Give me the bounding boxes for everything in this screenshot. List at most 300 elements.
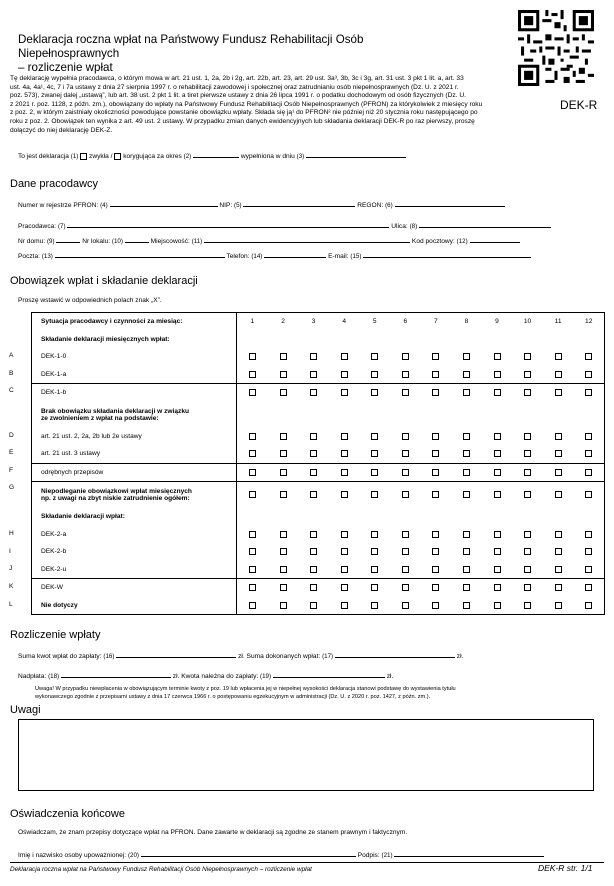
month-checkbox[interactable]	[280, 353, 287, 360]
month-cell	[329, 384, 360, 402]
month-checkbox[interactable]	[371, 353, 378, 360]
month-checkbox[interactable]	[555, 566, 562, 573]
month-checkbox[interactable]	[249, 602, 256, 609]
month-cell	[482, 428, 513, 446]
month-checkbox[interactable]	[463, 602, 470, 609]
row-label-text: art. 21 ust. 2, 2a, 2b lub 2e ustawy	[41, 432, 142, 440]
row-label-text: DEK-2-a	[41, 530, 67, 538]
month-checkbox[interactable]	[310, 548, 317, 555]
month-checkbox[interactable]	[555, 491, 562, 498]
month-checkbox[interactable]	[555, 450, 562, 457]
month-cell	[329, 561, 360, 579]
month-checkbox[interactable]	[524, 602, 531, 609]
month-checkbox[interactable]	[249, 450, 256, 457]
month-checkbox[interactable]	[432, 469, 439, 476]
month-checkbox[interactable]	[371, 491, 378, 498]
month-checkbox[interactable]	[341, 602, 348, 609]
month-checkbox[interactable]	[280, 548, 287, 555]
month-checkbox[interactable]	[371, 531, 378, 538]
row-label	[32, 463, 237, 482]
month-checkbox[interactable]	[463, 353, 470, 360]
month-checkbox[interactable]	[280, 389, 287, 396]
month-cell	[543, 384, 574, 402]
month-checkbox[interactable]	[524, 548, 531, 555]
month-cell	[268, 579, 299, 597]
row-letter: C	[9, 387, 14, 394]
month-cell	[237, 445, 268, 463]
month-checkbox[interactable]	[341, 566, 348, 573]
regon-field[interactable]	[395, 199, 505, 207]
month-checkbox[interactable]	[432, 566, 439, 573]
month-checkbox[interactable]	[555, 353, 562, 360]
month-checkbox[interactable]	[341, 433, 348, 440]
month-cell	[451, 348, 482, 366]
month-checkbox[interactable]	[310, 531, 317, 538]
month-checkbox[interactable]	[310, 389, 317, 396]
month-cell	[390, 482, 421, 509]
month-checkbox[interactable]	[494, 491, 501, 498]
period-field[interactable]	[193, 150, 239, 158]
month-cell	[359, 526, 390, 544]
month-cell	[451, 543, 482, 561]
month-cell	[390, 445, 421, 463]
month-cell	[237, 482, 268, 509]
row-label	[32, 543, 237, 561]
month-checkbox[interactable]	[494, 353, 501, 360]
row-label-text: DEK-1-0	[41, 353, 67, 361]
month-checkbox[interactable]	[463, 371, 470, 378]
month-checkbox[interactable]	[524, 469, 531, 476]
month-checkbox[interactable]	[463, 433, 470, 440]
phone-field[interactable]	[264, 250, 326, 258]
month-checkbox[interactable]	[402, 491, 409, 498]
month-checkbox[interactable]	[585, 353, 592, 360]
employer-name-row: Pracodawca: (7) Ulica: (8)	[18, 220, 551, 230]
month-cell	[543, 445, 574, 463]
month-header: 12	[585, 318, 593, 326]
month-checkbox[interactable]	[585, 602, 592, 609]
month-cell	[573, 482, 604, 509]
row-label-text: Nie dotyczy	[41, 601, 78, 609]
month-checkbox[interactable]	[432, 602, 439, 609]
month-checkbox[interactable]	[280, 450, 287, 457]
month-cell	[298, 445, 329, 463]
month-checkbox[interactable]	[341, 548, 348, 555]
month-cell	[237, 428, 268, 446]
row-label	[32, 348, 237, 366]
group-header-row	[32, 402, 605, 428]
month-checkbox[interactable]	[494, 450, 501, 457]
month-checkbox[interactable]	[432, 353, 439, 360]
remarks-heading: Uwagi	[10, 704, 41, 716]
regular-checkbox[interactable]	[80, 153, 87, 160]
month-checkbox[interactable]	[524, 531, 531, 538]
month-cell	[512, 348, 543, 366]
month-cell	[390, 597, 421, 615]
city-field[interactable]	[204, 235, 410, 243]
email-field[interactable]	[363, 250, 531, 258]
postal-code-field[interactable]	[470, 235, 520, 243]
month-checkbox[interactable]	[585, 531, 592, 538]
month-cell	[482, 348, 513, 366]
month-cell	[451, 445, 482, 463]
group-header-text: ze zwolnieniem z wpłat na podstawie:	[41, 414, 159, 422]
month-checkbox[interactable]	[402, 602, 409, 609]
month-cell	[512, 384, 543, 402]
month-checkbox[interactable]	[494, 371, 501, 378]
month-cell	[329, 482, 360, 509]
month-cell	[390, 348, 421, 366]
month-checkbox[interactable]	[494, 566, 501, 573]
month-checkbox[interactable]	[310, 602, 317, 609]
month-cell	[512, 366, 543, 384]
employer-ids-row: Numer w rejestrze PFRON: (4) NIP: (5) REGON: (6)	[18, 199, 505, 209]
month-cell	[421, 482, 452, 509]
employer-name-field[interactable]	[67, 220, 389, 228]
footer-divider	[10, 862, 604, 863]
month-checkbox[interactable]	[585, 469, 592, 476]
month-cell	[451, 366, 482, 384]
obligation-instruction: Proszę wstawić w odpowiednich polach znak „X”.	[18, 297, 162, 304]
month-cell	[237, 463, 268, 482]
month-checkbox[interactable]	[585, 389, 592, 396]
declaration-type-line: To jest deklaracja (1) zwykła / korygująca za okres (2) wypełniona w dniu (3)	[18, 150, 406, 160]
row-label	[32, 366, 237, 384]
month-checkbox[interactable]	[524, 584, 531, 591]
month-checkbox[interactable]	[249, 548, 256, 555]
month-cell	[329, 597, 360, 615]
row-letter: I	[9, 548, 11, 555]
month-checkbox[interactable]	[463, 584, 470, 591]
month-checkbox[interactable]	[402, 548, 409, 555]
month-checkbox[interactable]	[249, 371, 256, 378]
month-checkbox[interactable]	[249, 353, 256, 360]
house-number-field[interactable]	[56, 235, 80, 243]
month-cell	[482, 526, 513, 544]
total-due-field[interactable]	[116, 650, 236, 658]
month-checkbox[interactable]	[463, 548, 470, 555]
month-checkbox[interactable]	[555, 548, 562, 555]
row-label-text: art. 21 ust. 3 ustawy	[41, 450, 101, 458]
month-cell	[237, 597, 268, 615]
month-cell	[237, 579, 268, 597]
month-checkbox[interactable]	[555, 531, 562, 538]
month-checkbox[interactable]	[402, 389, 409, 396]
month-checkbox[interactable]	[432, 371, 439, 378]
table-row	[32, 348, 605, 366]
month-checkbox[interactable]	[494, 389, 501, 396]
month-cell	[298, 366, 329, 384]
month-checkbox[interactable]	[341, 371, 348, 378]
month-checkbox[interactable]	[249, 433, 256, 440]
flat-number-field[interactable]	[125, 235, 149, 243]
month-cell	[237, 366, 268, 384]
month-checkbox[interactable]	[432, 548, 439, 555]
group-header-row	[32, 508, 605, 526]
month-checkbox[interactable]	[402, 566, 409, 573]
month-checkbox[interactable]	[402, 469, 409, 476]
month-checkbox[interactable]	[555, 469, 562, 476]
month-cell	[268, 445, 299, 463]
month-checkbox[interactable]	[280, 531, 287, 538]
row-label	[32, 384, 237, 402]
pfron-number-field[interactable]	[110, 199, 218, 207]
street-field[interactable]	[419, 220, 551, 228]
month-checkbox[interactable]	[524, 491, 531, 498]
month-cell	[512, 445, 543, 463]
month-cell	[329, 348, 360, 366]
month-checkbox[interactable]	[524, 450, 531, 457]
row-label-text: Niepodleganie obowiązkowi wpłat miesięcznych	[41, 488, 192, 495]
row-label-text: DEK-W	[41, 584, 63, 592]
month-checkbox[interactable]	[371, 433, 378, 440]
amount-owed-field[interactable]	[273, 670, 385, 678]
month-checkbox[interactable]	[524, 371, 531, 378]
month-checkbox[interactable]	[341, 450, 348, 457]
month-cell	[421, 463, 452, 482]
month-cell	[543, 579, 574, 597]
group-header-spacer	[237, 331, 605, 349]
month-checkbox[interactable]	[341, 491, 348, 498]
month-cell	[237, 526, 268, 544]
row-label-text: DEK-2-b	[41, 548, 67, 556]
month-cell	[329, 526, 360, 544]
month-checkbox[interactable]	[371, 450, 378, 457]
month-checkbox[interactable]	[432, 531, 439, 538]
month-checkbox[interactable]	[585, 491, 592, 498]
situation-header: Sytuacja pracodawcy i czynności za miesiąc:	[32, 313, 237, 331]
month-checkbox[interactable]	[341, 469, 348, 476]
month-checkbox[interactable]	[280, 491, 287, 498]
group-header-spacer	[237, 508, 605, 526]
month-cell	[421, 348, 452, 366]
settlement-row-1: Suma kwot wpłat do zapłaty: (16) zł. Suma dokonanych wpłat: (17) zł.	[18, 650, 463, 660]
month-checkbox[interactable]	[402, 450, 409, 457]
month-checkbox[interactable]	[310, 371, 317, 378]
month-cell	[298, 463, 329, 482]
month-checkbox[interactable]	[310, 433, 317, 440]
nip-field[interactable]	[243, 199, 355, 207]
month-checkbox[interactable]	[402, 433, 409, 440]
month-cell	[573, 348, 604, 366]
month-checkbox[interactable]	[555, 389, 562, 396]
month-checkbox[interactable]	[280, 371, 287, 378]
month-cell	[573, 561, 604, 579]
table-row	[32, 526, 605, 544]
month-cell	[573, 428, 604, 446]
month-checkbox[interactable]	[585, 450, 592, 457]
month-cell	[573, 384, 604, 402]
month-cell	[482, 366, 513, 384]
month-checkbox[interactable]	[494, 469, 501, 476]
signature-row: Imię i nazwisko osoby upoważnionej: (20) Podpis: (21)	[18, 849, 544, 859]
row-letter: J	[9, 565, 13, 572]
correction-checkbox[interactable]	[114, 153, 121, 160]
month-cell	[237, 543, 268, 561]
row-label	[32, 526, 237, 544]
month-cell	[421, 384, 452, 402]
month-checkbox[interactable]	[432, 433, 439, 440]
month-checkbox[interactable]	[555, 433, 562, 440]
month-checkbox[interactable]	[249, 566, 256, 573]
month-checkbox[interactable]	[463, 531, 470, 538]
row-letter: F	[9, 467, 14, 474]
month-cell	[482, 543, 513, 561]
month-checkbox[interactable]	[371, 469, 378, 476]
month-checkbox[interactable]	[310, 584, 317, 591]
month-checkbox[interactable]	[494, 602, 501, 609]
month-cell	[268, 543, 299, 561]
authorized-person-field[interactable]	[141, 849, 356, 857]
month-checkbox[interactable]	[249, 531, 256, 538]
month-checkbox[interactable]	[585, 566, 592, 573]
month-cell	[390, 463, 421, 482]
month-checkbox[interactable]	[249, 584, 256, 591]
settlement-row-2: Nadpłata: (18) zł. Kwota należna do zapłaty: (19) zł.	[18, 670, 393, 680]
month-cell	[359, 428, 390, 446]
month-cell	[268, 366, 299, 384]
month-checkbox[interactable]	[310, 450, 317, 457]
month-checkbox[interactable]	[555, 584, 562, 591]
table-row	[32, 561, 605, 579]
month-cell	[482, 482, 513, 509]
month-checkbox[interactable]	[585, 584, 592, 591]
group-header	[32, 402, 237, 428]
table-row	[32, 482, 605, 509]
month-cell	[512, 579, 543, 597]
month-cell	[573, 543, 604, 561]
total-paid-field[interactable]	[335, 650, 455, 658]
month-checkbox[interactable]	[524, 566, 531, 573]
month-cell	[329, 366, 360, 384]
month-checkbox[interactable]	[310, 353, 317, 360]
month-cell	[421, 428, 452, 446]
month-cell	[543, 463, 574, 482]
month-cell	[482, 384, 513, 402]
month-checkbox[interactable]	[524, 389, 531, 396]
month-checkbox[interactable]	[280, 433, 287, 440]
month-checkbox[interactable]	[432, 584, 439, 591]
month-cell	[359, 597, 390, 615]
month-checkbox[interactable]	[463, 469, 470, 476]
obligation-table	[31, 312, 605, 615]
month-cell	[543, 482, 574, 509]
month-checkbox[interactable]	[371, 566, 378, 573]
month-checkbox[interactable]	[341, 584, 348, 591]
signature-field[interactable]	[394, 849, 544, 857]
month-header: 11	[554, 318, 562, 326]
month-cell	[359, 561, 390, 579]
month-header: 2	[281, 318, 285, 326]
month-checkbox[interactable]	[341, 531, 348, 538]
month-checkbox[interactable]	[402, 371, 409, 378]
month-checkbox[interactable]	[432, 450, 439, 457]
month-checkbox[interactable]	[524, 433, 531, 440]
group-header-text: Składanie deklaracji wpłat:	[41, 513, 125, 521]
month-header: 10	[523, 318, 532, 326]
table-row	[32, 366, 605, 384]
month-cell	[421, 366, 452, 384]
month-checkbox[interactable]	[494, 531, 501, 538]
month-checkbox[interactable]	[280, 469, 287, 476]
month-checkbox[interactable]	[402, 531, 409, 538]
post-office-field[interactable]	[55, 250, 225, 258]
row-label	[32, 597, 237, 615]
month-cell	[482, 579, 513, 597]
remarks-box[interactable]	[18, 719, 594, 791]
month-checkbox[interactable]	[371, 602, 378, 609]
month-checkbox[interactable]	[555, 371, 562, 378]
month-checkbox[interactable]	[494, 584, 501, 591]
month-checkbox[interactable]	[249, 491, 256, 498]
month-checkbox[interactable]	[494, 548, 501, 555]
month-checkbox[interactable]	[371, 389, 378, 396]
month-cell	[268, 463, 299, 482]
month-cell	[359, 579, 390, 597]
month-checkbox[interactable]	[310, 491, 317, 498]
month-checkbox[interactable]	[555, 602, 562, 609]
row-letter: E	[9, 449, 14, 456]
month-checkbox[interactable]	[494, 433, 501, 440]
month-cell	[451, 561, 482, 579]
month-checkbox[interactable]	[371, 371, 378, 378]
month-checkbox[interactable]	[249, 389, 256, 396]
month-header: 3	[311, 318, 316, 326]
month-checkbox[interactable]	[280, 566, 287, 573]
month-checkbox[interactable]	[463, 389, 470, 396]
month-cell	[451, 579, 482, 597]
month-checkbox[interactable]	[463, 491, 470, 498]
month-checkbox[interactable]	[280, 602, 287, 609]
month-checkbox[interactable]	[371, 548, 378, 555]
month-checkbox[interactable]	[341, 353, 348, 360]
month-cell	[573, 526, 604, 544]
month-checkbox[interactable]	[463, 566, 470, 573]
month-checkbox[interactable]	[524, 353, 531, 360]
month-checkbox[interactable]	[432, 491, 439, 498]
month-checkbox[interactable]	[585, 371, 592, 378]
month-checkbox[interactable]	[310, 469, 317, 476]
month-checkbox[interactable]	[463, 450, 470, 457]
month-checkbox[interactable]	[310, 566, 317, 573]
footer-left: Deklaracja roczna wpłat na Państwowy Fundusz Rehabilitacji Osób Niepełnosprawnych – rozliczenie wpłat	[10, 866, 312, 873]
month-checkbox[interactable]	[585, 433, 592, 440]
statements-heading: Oświadczenia końcowe	[10, 808, 125, 820]
month-cell	[298, 428, 329, 446]
month-checkbox[interactable]	[341, 389, 348, 396]
month-checkbox[interactable]	[371, 584, 378, 591]
form-title: Deklaracja roczna wpłat na Państwowy Fundusz Rehabilitacji Osób Niepełnosprawnych – rozliczenie wpłat	[18, 33, 364, 74]
month-cell	[543, 428, 574, 446]
overpayment-field[interactable]	[61, 670, 171, 678]
month-cell	[573, 445, 604, 463]
month-checkbox[interactable]	[249, 469, 256, 476]
table-row	[32, 445, 605, 463]
date-field[interactable]	[306, 150, 406, 158]
month-checkbox[interactable]	[280, 584, 287, 591]
month-cell	[390, 561, 421, 579]
month-cell	[451, 482, 482, 509]
row-label	[32, 445, 237, 463]
month-header: 9	[495, 318, 499, 326]
form-code: DEK-R	[560, 98, 598, 112]
month-cell	[359, 366, 390, 384]
month-checkbox[interactable]	[402, 584, 409, 591]
month-checkbox[interactable]	[432, 389, 439, 396]
month-checkbox[interactable]	[402, 353, 409, 360]
month-cell	[543, 348, 574, 366]
month-checkbox[interactable]	[585, 548, 592, 555]
